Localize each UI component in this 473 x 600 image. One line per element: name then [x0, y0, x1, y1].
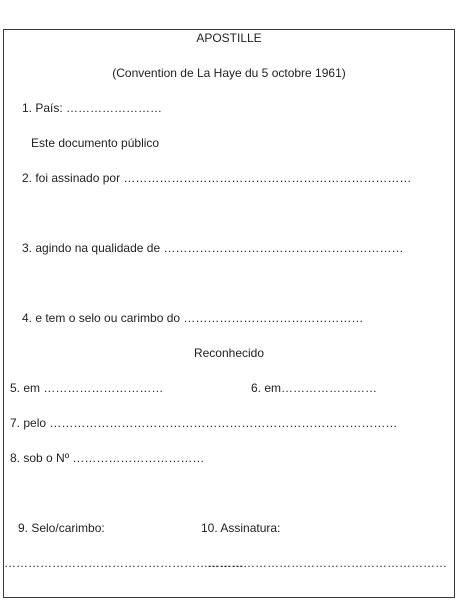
assinatura-label: 10. Assinatura: [201, 521, 281, 535]
field-selo-carimbo-do: 4. e tem o selo ou carimbo do ……………………………………… [22, 311, 364, 325]
document-title: APOSTILLE [196, 31, 262, 45]
selo-signature-line: …………………………………………………… [4, 556, 244, 570]
convention-subtitle: (Convention de La Haye du 5 octobre 1961) [112, 66, 346, 80]
field-sob-numero: 8. sob o Nº …………………………… [10, 451, 205, 465]
reconhecido-heading: Reconhecido [193, 346, 265, 360]
field-qualidade: 3. agindo na qualidade de …………………………………………………… [22, 241, 404, 255]
field-pais: 1. País: …………………… [22, 101, 163, 115]
selo-carimbo-label: 9. Selo/carimbo: [18, 521, 105, 535]
field-pelo: 7. pelo …………………………………………………………………………… [10, 416, 398, 430]
field-em-6: 6. em…………………… [251, 381, 378, 395]
field-em-5: 5. em ………………………… [10, 381, 164, 395]
documento-publico-label: Este documento público [31, 136, 160, 150]
assinatura-signature-line: …………………………………………………… [207, 556, 447, 570]
field-assinado-por: 2. foi assinado por ……………………………………………………………… [22, 171, 412, 185]
